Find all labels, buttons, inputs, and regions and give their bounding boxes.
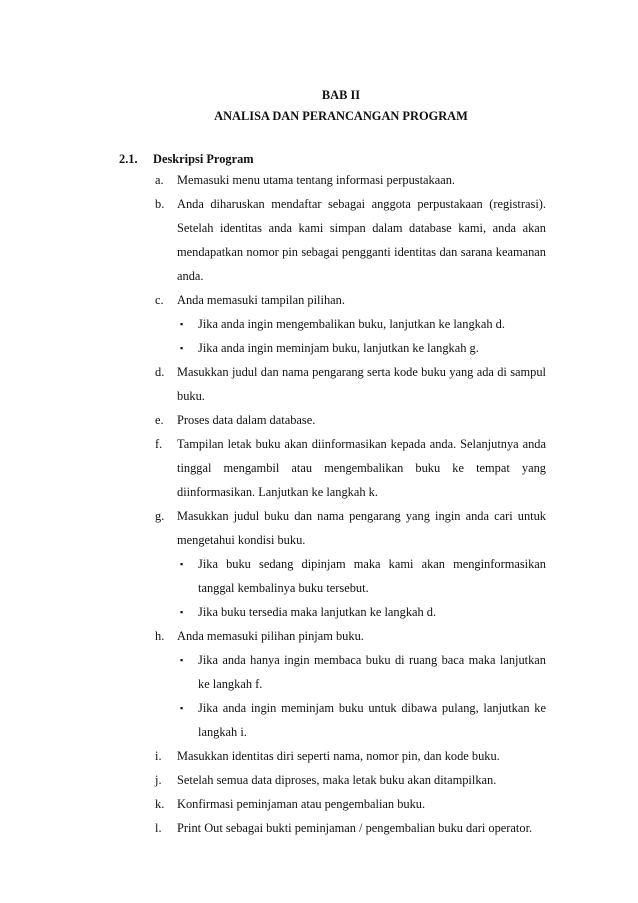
list-item — [0, 432, 638, 504]
list-marker: g. — [155, 509, 165, 523]
section-number: 2.1. — [119, 152, 138, 166]
square-bullet-icon: ▪ — [180, 343, 184, 353]
sub-list-item — [0, 552, 638, 600]
list-item — [0, 624, 638, 648]
list-item-text: Masukkan judul buku dan nama pengarang yang ingin anda cari untuk mengetahui kondisi buku. — [177, 509, 546, 547]
square-bullet-icon: ▪ — [180, 655, 184, 665]
list-item — [0, 816, 638, 840]
list-item-text: Anda memasuki tampilan pilihan. — [177, 293, 345, 307]
list-item — [0, 288, 638, 312]
list-marker: b. — [155, 197, 165, 211]
sub-list-item — [0, 696, 638, 744]
list-item-text: Setelah semua data diproses, maka letak buku akan ditampilkan. — [177, 773, 497, 787]
list-marker: l. — [155, 821, 162, 835]
sub-list-item — [0, 648, 638, 696]
step-list — [0, 168, 638, 840]
list-item-text: Print Out sebagai bukti peminjaman / pengembalian buku dari operator. — [177, 821, 533, 835]
list-item — [0, 192, 638, 288]
section-title: Deskripsi Program — [153, 152, 254, 166]
list-marker: a. — [155, 173, 164, 187]
list-item-text: Masukkan judul dan nama pengarang serta kode buku yang ada di sampul buku. — [177, 365, 546, 403]
sub-item-text: Jika anda ingin meminjam buku untuk dibawa pulang, lanjutkan ke langkah i. — [198, 701, 546, 739]
list-item — [0, 168, 638, 192]
list-item — [0, 792, 638, 816]
list-marker: c. — [155, 293, 164, 307]
list-marker: f. — [155, 437, 163, 451]
sub-item-text: Jika anda ingin meminjam buku, lanjutkan ke langkah g. — [198, 341, 479, 355]
list-item-text: Tampilan letak buku akan diinformasikan kepada anda. Selanjutnya anda tinggal mengambil atau mengembalikan buku ke tempat yang diinformasikan. Lanjutkan ke langkah k. — [177, 437, 546, 499]
list-item-text: Masukkan identitas diri seperti nama, nomor pin, dan kode buku. — [177, 749, 500, 763]
list-marker: e. — [155, 413, 164, 427]
chapter-title: ANALISA DAN PERANCANGAN PROGRAM — [214, 109, 468, 123]
list-marker: j. — [155, 773, 162, 787]
list-marker: k. — [155, 797, 165, 811]
sub-item-text: Jika buku sedang dipinjam maka kami akan menginformasikan tanggal kembalinya buku tersebut. — [198, 557, 546, 595]
list-item — [0, 768, 638, 792]
list-item-text: Anda memasuki pilihan pinjam buku. — [177, 629, 364, 643]
square-bullet-icon: ▪ — [180, 559, 184, 569]
list-item-text: Proses data dalam database. — [177, 413, 316, 427]
square-bullet-icon: ▪ — [180, 703, 184, 713]
sub-list-item — [0, 312, 638, 336]
square-bullet-icon: ▪ — [180, 319, 184, 329]
sub-item-text: Jika anda ingin mengembalikan buku, lanjutkan ke langkah d. — [198, 317, 505, 331]
list-marker: i. — [155, 749, 162, 763]
sub-list-item — [0, 336, 638, 360]
sub-list-item — [0, 600, 638, 624]
list-item — [0, 744, 638, 768]
list-item-text: Memasuki menu utama tentang informasi perpustakaan. — [177, 173, 456, 187]
chapter-number: BAB II — [321, 88, 361, 102]
list-marker: d. — [155, 365, 165, 379]
list-marker: h. — [155, 629, 165, 643]
list-item — [0, 504, 638, 552]
list-item-text: Anda diharuskan mendaftar sebagai anggota perpustakaan (registrasi). Setelah identitas anda kami simpan dalam database kami, anda akan mendapatkan nomor pin sebagai pengganti identitas dan sarana keamanan anda. — [177, 197, 546, 283]
sub-item-text: Jika anda hanya ingin membaca buku di ruang baca maka lanjutkan ke langkah f. — [198, 653, 546, 691]
list-item — [0, 360, 638, 408]
list-item — [0, 408, 638, 432]
square-bullet-icon: ▪ — [180, 607, 184, 617]
sub-item-text: Jika buku tersedia maka lanjutkan ke langkah d. — [198, 605, 437, 619]
list-item-text: Konfirmasi peminjaman atau pengembalian buku. — [177, 797, 426, 811]
